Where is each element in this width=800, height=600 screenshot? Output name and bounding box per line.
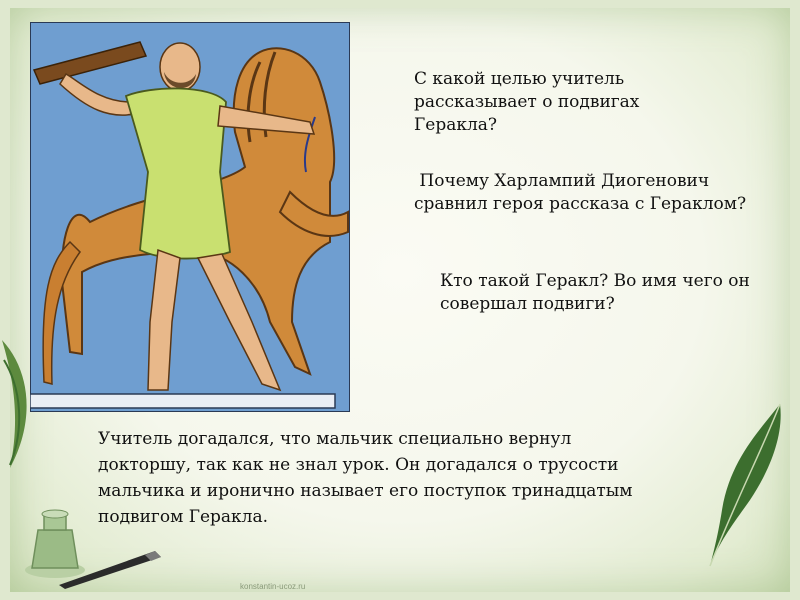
- question-2: Почему Харлампий Диогенович сравнил героя рассказа с Гераклом?: [414, 171, 747, 214]
- feather-quill-icon: [700, 400, 790, 570]
- site-credit: konstantin-ucoz.ru: [240, 582, 306, 591]
- question-3: Кто такой Геракл? Во имя чего он совершал подвиги?: [440, 271, 750, 314]
- question-1: С какой целью учитель рассказывает о подвигах Геракла?: [414, 69, 640, 135]
- pen-icon: [55, 545, 165, 590]
- heracles-horse-illustration: [30, 22, 350, 412]
- answer-text: Учитель догадался, что мальчик специально вернул докторшу, так как не знал урок. Он догадался о трусости мальчика и иронично называет его поступок тринадцатым подвигом Геракла.: [98, 429, 633, 527]
